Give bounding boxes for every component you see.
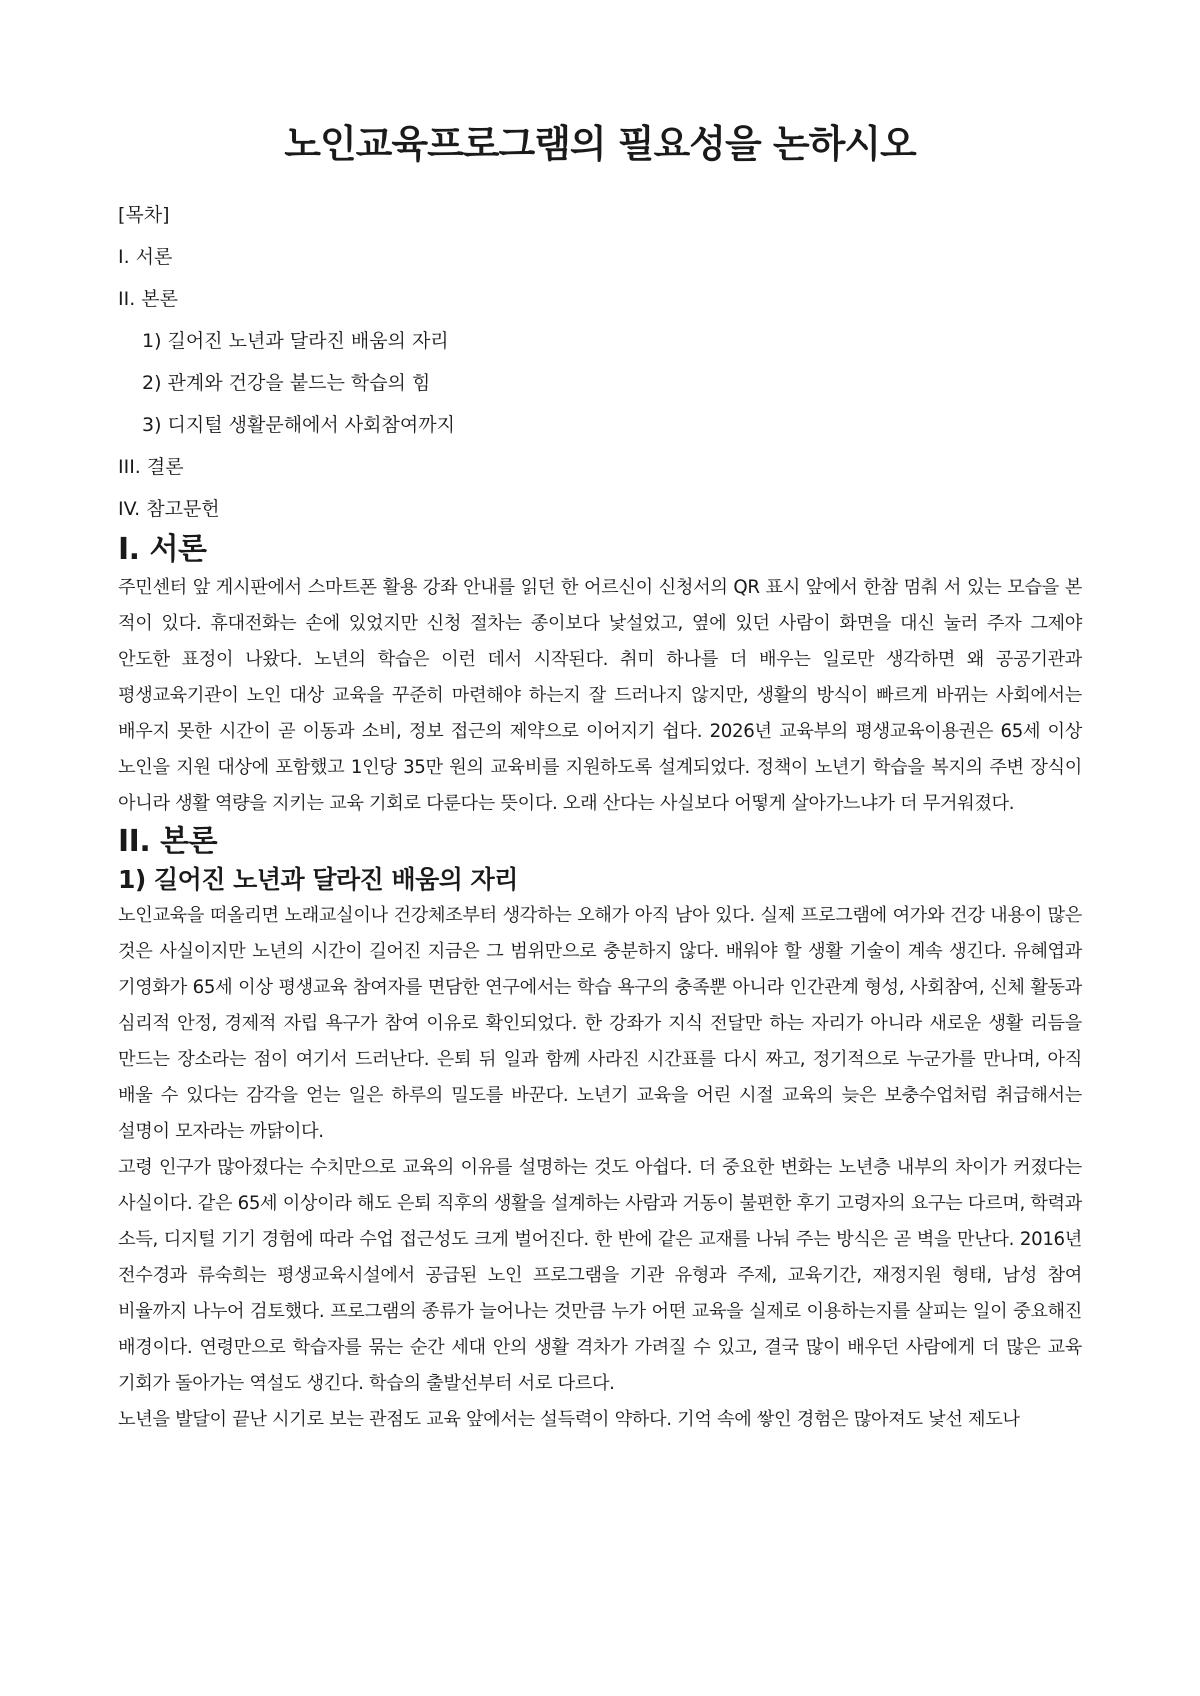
toc-subitem: 1) 길어진 노년과 달라진 배움의 자리 xyxy=(142,330,449,352)
toc-item: III. 결론 xyxy=(118,456,184,478)
table-of-contents xyxy=(118,194,1082,530)
intro-paragraph: 주민센터 앞 게시판에서 스마트폰 활용 강좌 안내를 읽던 한 어르신이 신청서의 QR 표시 앞에서 한참 멈춰 서 있는 모습을 본 적이 있다. 휴대전화는 손에 있었지만 신청 절차는 종이보다 낯설었고, 옆에 있던 사람이 화면을 대신 눌러 주자 그제야 안도한 표정이 나왔다. 노년의 학습은 이런 데서 시작된다. 취미 하나를 더 배우는 일로만 생각하면 왜 공공기관과 평생교육기관이 노인 대상 교육을 꾸준히 마련해야 하는지 잘 드러나지 않지만, 생활의 방식이 빠르게 바뀌는 사회에서는 배우지 못한 시간이 곧 이동과 소비, 정보 접근의 제약으로 이어지기 쉽다. 2026년 교육부의 평생교육이용권은 65세 이상 노인을 지원 대상에 포함했고 1인당 35만 원의 교육비를 지원하도록 설계되었다. 정책이 노년기 학습을 복지의 주변 장식이 아니라 생활 역량을 지키는 교육 기회로 다룬다는 뜻이다. 오래 산다는 사실보다 어떻게 살아가느냐가 더 무거워졌다. xyxy=(118,577,1082,814)
toc-heading: [목차] xyxy=(118,204,170,226)
toc-subitem: 2) 관계와 건강을 붙드는 학습의 힘 xyxy=(142,372,431,394)
document-title: 노인교육프로그램의 필요성을 논하시오 xyxy=(284,122,916,166)
section-heading-body: II. 본론 xyxy=(118,824,218,859)
toc-subitem: 3) 디지털 생활문해에서 사회참여까지 xyxy=(142,414,455,436)
toc-item: II. 본론 xyxy=(118,288,178,310)
toc-item: IV. 참고문헌 xyxy=(118,498,220,520)
toc-item: I. 서론 xyxy=(118,246,173,268)
subsection-heading-1: 1) 길어진 노년과 달라진 배움의 자리 xyxy=(118,865,518,894)
body-paragraph: 노인교육을 떠올리면 노래교실이나 건강체조부터 생각하는 오해가 아직 남아 있다. 실제 프로그램에 여가와 건강 내용이 많은 것은 사실이지만 노년의 시간이 길어진 지금은 그 범위만으로 충분하지 않다. 배워야 할 생활 기술이 계속 생긴다. 유혜엽과 기영화가 65세 이상 평생교육 참여자를 면담한 연구에서는 학습 욕구의 충족뿐 아니라 인간관계 형성, 사회참여, 신체 활동과 심리적 안정, 경제적 자립 욕구가 참여 이유로 확인되었다. 한 강좌가 지식 전달만 하는 자리가 아니라 새로운 생활 리듬을 만드는 장소라는 점이 여기서 드러난다. 은퇴 뒤 일과 함께 사라진 시간표를 다시 짜고, 정기적으로 누군가를 만나며, 아직 배울 수 있다는 감각을 얻는 일은 하루의 밀도를 바꾼다. 노년기 교육을 어린 시절 교육의 늦은 보충수업처럼 취급해서는 설명이 모자라는 까닭이다. xyxy=(118,905,1082,1142)
body-paragraph: 고령 인구가 많아졌다는 수치만으로 교육의 이유를 설명하는 것도 아쉽다. 더 중요한 변화는 노년층 내부의 차이가 커졌다는 사실이다. 같은 65세 이상이라 해도 은퇴 직후의 생활을 설계하는 사람과 거동이 불편한 후기 고령자의 요구는 다르며, 학력과 소득, 디지털 기기 경험에 따라 수업 접근성도 크게 벌어진다. 한 반에 같은 교재를 나눠 주는 방식은 곧 벽을 만난다. 2016년 전수경과 류숙희는 평생교육시설에서 공급된 노인 프로그램을 기관 유형과 주제, 교육기간, 재정지원 형태, 남성 참여 비율까지 나누어 검토했다. 프로그램의 종류가 늘어나는 것만큼 누가 어떤 교육을 실제로 이용하는지를 살피는 일이 중요해진 배경이다. 연령만으로 학습자를 묶는 순간 세대 안의 생활 격차가 가려질 수 있고, 결국 많이 배우던 사람에게 더 많은 교육 기회가 돌아가는 역설도 생긴다. 학습의 출발선부터 서로 다르다. xyxy=(118,1157,1082,1394)
section-heading-intro: I. 서론 xyxy=(118,532,207,567)
body-paragraph: 노년을 발달이 끝난 시기로 보는 관점도 교육 앞에서는 설득력이 약하다. 기억 속에 쌓인 경험은 많아져도 낯선 제도나 xyxy=(118,1409,1020,1430)
